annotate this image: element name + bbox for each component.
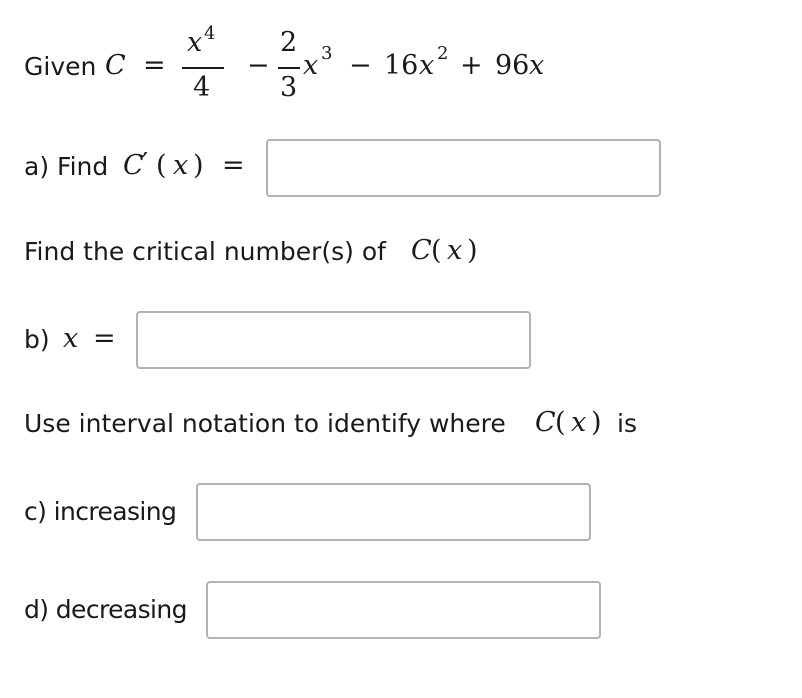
critical-prompt-text: Find the critical number(s) of [24,237,386,266]
given-prefix: Given [24,52,97,81]
critical-open-paren: ( [431,235,442,266]
given-plus: + [460,50,483,81]
critical-func: C [411,235,432,266]
term1-denominator: 4 [193,72,211,103]
term2-denominator: 3 [280,72,298,103]
part-a-label: a) Find [24,152,109,181]
term3-base: x [419,50,435,81]
part-a-answer-input[interactable] [266,139,661,197]
part-a-equals: = [222,150,245,181]
interval-func: C [535,407,556,438]
term2-exp: 3 [321,43,333,64]
term1-numerator-exp: 4 [204,23,216,44]
term2-base: x [303,50,319,81]
given-minus-1: − [247,50,270,81]
part-d-answer-input[interactable] [206,581,601,639]
term1-numerator-base: x [187,27,203,58]
critical-var: x [447,235,463,266]
given-equals: = [143,50,166,81]
interval-prompt-text: Use interval notation to identify where [24,409,506,438]
critical-close-paren: ) [467,235,478,266]
term3-coef: 16 [384,50,419,81]
part-a-close-paren: ) [193,150,204,181]
given-minus-2: − [349,50,372,81]
term1-fraction-bar [182,67,224,69]
part-a-prime: ′ [142,148,149,179]
part-a-open-paren: ( [156,150,167,181]
term3-exp: 2 [437,43,449,64]
given-function-name: C [105,50,126,81]
interval-open-paren: ( [555,407,566,438]
interval-close-paren: ) [591,407,602,438]
interval-var: x [571,407,587,438]
term2-numerator: 2 [280,27,298,58]
part-a-var: x [173,150,189,181]
part-b-equals: = [93,323,116,354]
interval-suffix: is [617,409,637,438]
part-c-label: c) increasing [24,497,177,526]
part-b-answer-input[interactable] [136,311,531,369]
term4-base: x [529,50,545,81]
part-b-label: b) [24,325,50,354]
part-a-func: C [123,150,144,181]
term4-coef: 96 [495,50,530,81]
part-c-answer-input[interactable] [196,483,591,541]
part-b-var: x [63,323,79,354]
term2-fraction-bar [278,67,300,69]
part-d-label: d) decreasing [24,595,187,624]
